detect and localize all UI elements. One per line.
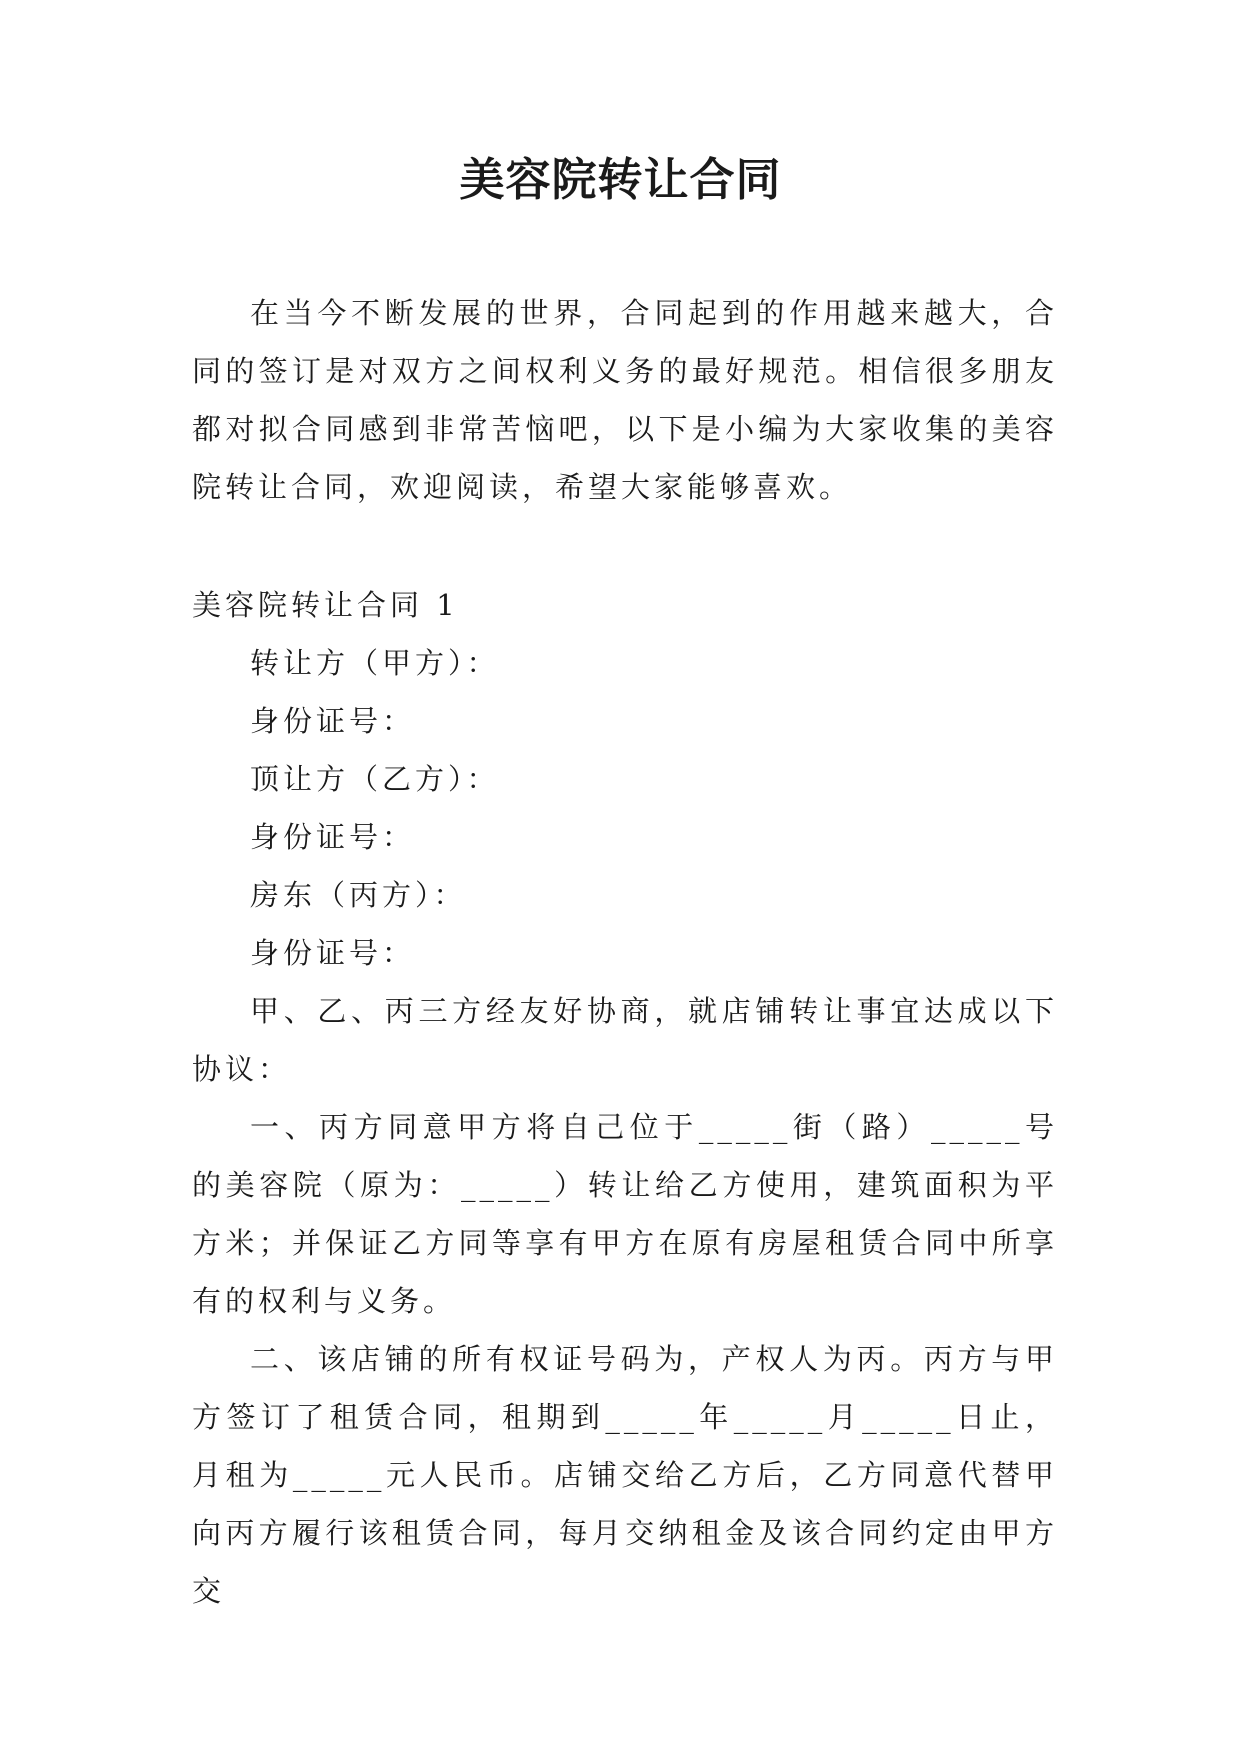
party-a-line: 转让方（甲方）： — [250, 646, 500, 680]
party-b-id-line: 身份证号： — [250, 820, 416, 854]
document-body — [192, 284, 1058, 1620]
document-title: 美容院转让合同 — [459, 153, 782, 206]
intro-paragraph: 在当今不断发展的世界，合同起到的作用越来越大，合同的签订是对双方之间权利义务的最好规范。相信很多朋友都对拟合同感到非常苦恼吧，以下是小编为大家收集的美容院转让合同，欢迎阅读，希望大家能够喜欢。 — [192, 296, 1058, 504]
preamble-paragraph: 甲、乙、丙三方经友好协商，就店铺转让事宜达成以下协议： — [192, 994, 1058, 1086]
party-a-id-line: 身份证号： — [250, 704, 416, 738]
party-c-line: 房东（丙方）： — [250, 878, 467, 912]
party-c-id-line: 身份证号： — [250, 936, 416, 970]
paragraph-spacer — [192, 516, 1058, 576]
clause-1-paragraph: 一、丙方同意甲方将自己位于_____街（路）_____号的美容院（原为：_____）转让给乙方使用，建筑面积为平方米；并保证乙方同等享有甲方在原有房屋租赁合同中所享有的权利与义务。 — [192, 1110, 1058, 1318]
party-b-line: 顶让方（乙方）： — [250, 762, 500, 796]
section-heading: 美容院转让合同 1 — [192, 588, 459, 622]
clause-2-paragraph: 二、该店铺的所有权证号码为，产权人为丙。丙方与甲方签订了租赁合同，租期到_____年_____月_____日止，月租为_____元人民币。店铺交给乙方后，乙方同意代替甲向丙方履行该租赁合同，每月交纳租金及该合同约定由甲方交 — [192, 1342, 1058, 1608]
